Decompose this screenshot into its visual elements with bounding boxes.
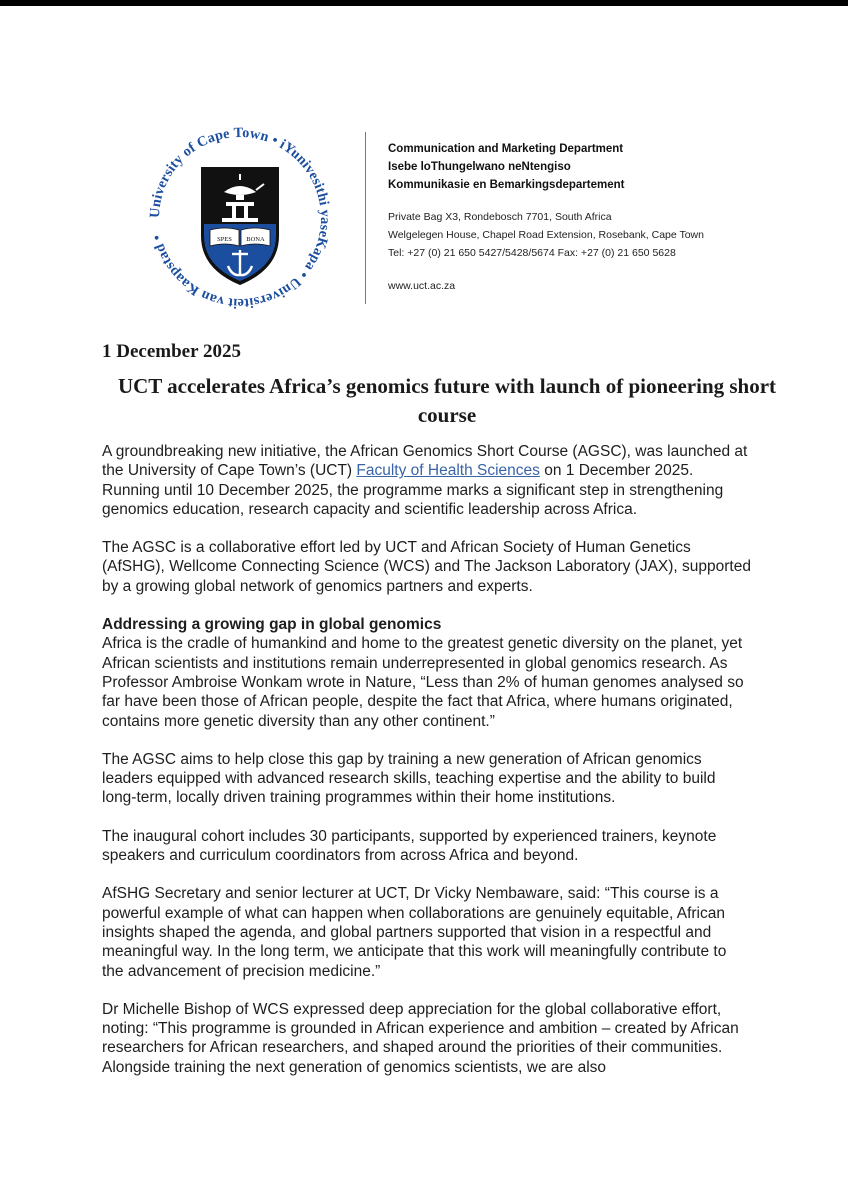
section-heading: Addressing a growing gap in global genomics xyxy=(102,616,442,634)
physical-address: Welgelegen House, Chapel Road Extension, Rosebank, Cape Town xyxy=(388,229,704,241)
department-name-english: Communication and Marketing Department xyxy=(388,143,624,155)
phone-fax: Tel: +27 (0) 21 650 5427/5428/5674 Fax: +27 (0) 21 650 5628 xyxy=(388,247,676,259)
faculty-of-health-sciences-link[interactable]: Faculty of Health Sciences xyxy=(356,462,540,480)
paragraph-nembaware-quote: AfSHG Secretary and senior lecturer at UCT, Dr Vicky Nembaware, said: “This course is a powerful example of what can happen when collaborations are genuinely equitable, African insights shaped the agenda, and global partners supported that vision in a respectful and meaningful way. In the long term, we anticipate that this work will meaningfully contribute to the advancement of precision medicine.” xyxy=(102,885,727,980)
top-border xyxy=(0,0,848,6)
header-divider xyxy=(365,132,366,304)
contact-details xyxy=(388,208,828,262)
department-name-xhosa: Isebe loThungelwano neNtengiso xyxy=(388,161,571,173)
department-name-afrikaans: Kommunikasie en Bemarkingsdepartement xyxy=(388,179,625,191)
article-body xyxy=(102,442,752,1096)
paragraph-collaboration: The AGSC is a collaborative effort led by UCT and African Society of Human Genetics (AfSHG), Wellcome Connecting Science (WCS) and The Jackson Laboratory (JAX), supported by a growing global network of genomics partners and experts. xyxy=(102,539,751,595)
logo-ring-text: University of Cape Town • iYunivesithi yaseKapa • Universiteit van Kaapstad • xyxy=(146,124,334,312)
release-date: 1 December 2025 xyxy=(102,341,241,362)
postal-address: Private Bag X3, Rondebosch 7701, South Africa xyxy=(388,211,612,223)
paragraph-gap: Africa is the cradle of humankind and home to the greatest genetic diversity on the planet, yet African scientists and institutions remain underrepresented in global genomics research. As Professor Ambroise Wonkam wrote in Nature, “Less than 2% of human genomes analysed so far have been those of African people, despite the fact that Africa, where humans originated, contains more genetic diversity than any other continent.” xyxy=(102,635,744,730)
headline: UCT accelerates Africa’s genomics future with launch of pioneering short course xyxy=(117,374,777,427)
svg-text:SPES: SPES xyxy=(217,236,232,243)
paragraph-cohort: The inaugural cohort includes 30 participants, supported by experienced trainers, keynote speakers and curriculum coordinators from across Africa and beyond. xyxy=(102,827,717,865)
department-block xyxy=(388,140,828,295)
paragraph-intro: A groundbreaking new initiative, the African Genomics Short Course (AGSC), was launched at the University of Cape Town’s (UCT) Faculty of Health Sciences on 1 December 2025. Running until 10 December 2025, the programme marks a significant step in strengthening genomics education, research capacity and scientific leadership across Africa. xyxy=(102,443,748,518)
paragraph-bishop-quote: Dr Michelle Bishop of WCS expressed deep appreciation for the global collaborative effort, noting: “This programme is grounded in African experience and ambition – created by African researchers for African researchers, and shaped around the priorities of their communities. Alongside training the next generation of genomics scientists, we are also xyxy=(102,1000,739,1076)
paragraph-aims: The AGSC aims to help close this gap by training a new generation of African genomics leaders equipped with advanced research skills, teaching expertise and the ability to build long-term, locally driven training programmes within their home institutions. xyxy=(102,750,716,807)
svg-text:BONA: BONA xyxy=(246,236,265,243)
uct-crest-logo xyxy=(140,118,340,318)
website-url: www.uct.ac.za xyxy=(388,280,456,292)
